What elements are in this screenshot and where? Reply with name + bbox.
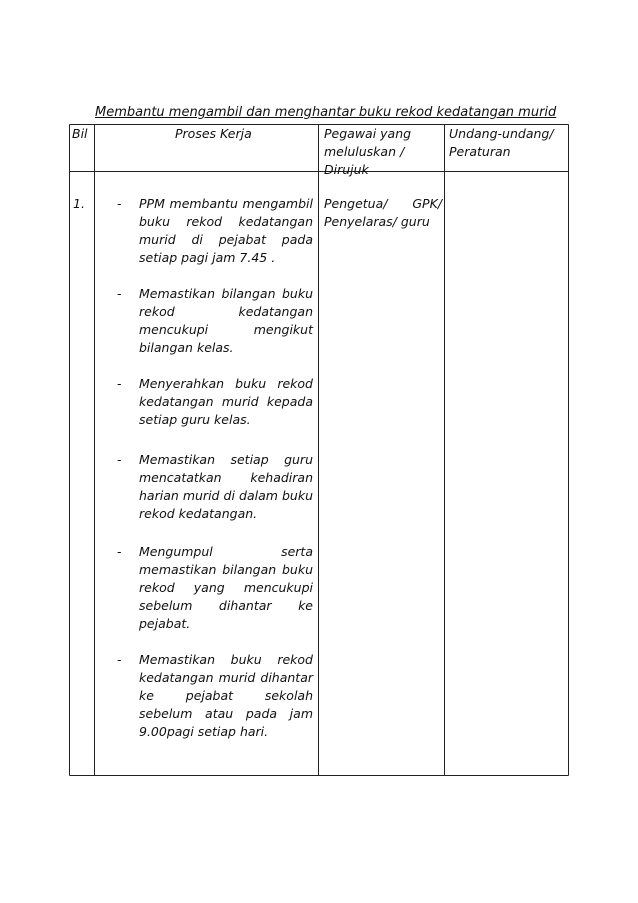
header-proses-kerja: Proses Kerja bbox=[175, 126, 252, 141]
page-title: Membantu mengambil dan menghantar buku rekod kedatangan murid bbox=[95, 105, 557, 120]
bullet-dash: - bbox=[117, 544, 122, 559]
process-step-text: Memastikan setiap guru mencatatkan kehadiran harian murid di dalam buku rekod kedatangan. bbox=[139, 452, 313, 521]
process-step bbox=[117, 285, 313, 357]
bullet-dash: - bbox=[117, 286, 122, 301]
process-step bbox=[117, 543, 313, 633]
process-step-text: Memastikan buku rekod kedatangan murid dihantar ke pejabat sekolah sebelum atau pada jam 9.00pagi setiap hari. bbox=[139, 652, 313, 739]
process-step bbox=[117, 375, 313, 429]
row-number: 1. bbox=[73, 196, 85, 211]
header-pegawai: Pegawai yang meluluskan / Dirujuk bbox=[324, 126, 412, 177]
bullet-dash: - bbox=[117, 376, 122, 391]
process-step-text: Mengumpul serta memastikan bilangan buku rekod yang mencukupi sebelum dihantar ke pejabat. bbox=[139, 544, 313, 631]
bullet-dash: - bbox=[117, 196, 122, 211]
process-step-text: PPM membantu mengambil buku rekod kedatangan murid di pejabat pada setiap pagi jam 7.45 . bbox=[139, 196, 313, 265]
process-step-text: Memastikan bilangan buku rekod kedatangan mencukupi mengikut bilangan kelas. bbox=[139, 286, 313, 355]
process-step-text: Menyerahkan buku rekod kedatangan murid kepada setiap guru kelas. bbox=[139, 376, 313, 427]
process-step bbox=[117, 195, 313, 267]
header-undang-undang: Undang-undang/ Peraturan bbox=[449, 126, 554, 159]
process-step bbox=[117, 451, 313, 523]
pegawai-value: Pengetua/ GPK/ Penyelaras/ guru bbox=[324, 196, 442, 229]
process-step bbox=[117, 651, 313, 741]
header-bil: Bil bbox=[72, 126, 88, 141]
bullet-dash: - bbox=[117, 652, 122, 667]
bullet-dash: - bbox=[117, 452, 122, 467]
